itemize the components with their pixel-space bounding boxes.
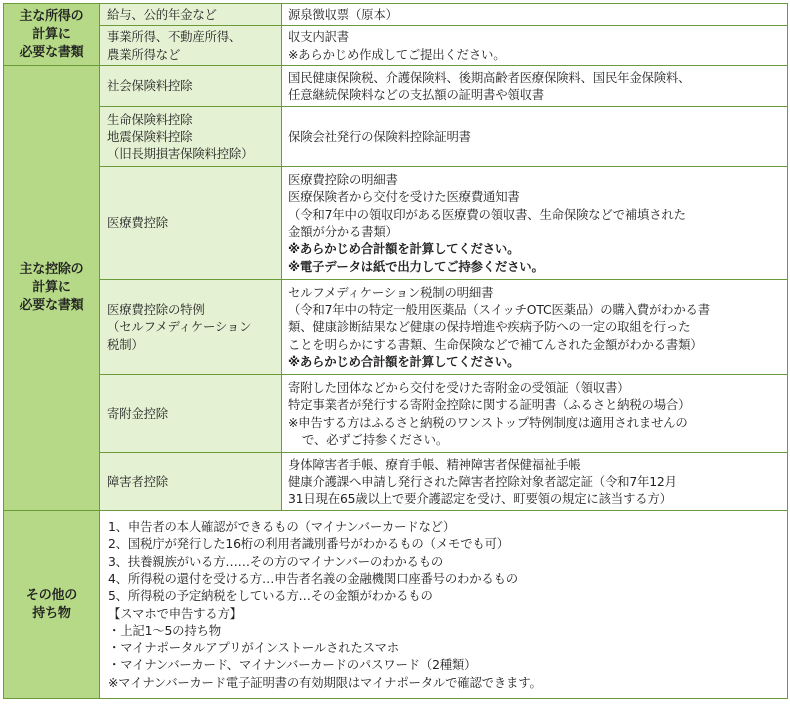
label-salary-pension: 給与、公的年金など (100, 4, 282, 26)
label-donation-deduction: 寄附金控除 (100, 375, 282, 453)
other-items-list (100, 511, 788, 699)
category-income: 主な所得の 計算に 必要な書類 (4, 4, 100, 66)
table-row (4, 107, 788, 167)
table-row (4, 4, 788, 26)
label-disability-deduction: 障害者控除 (100, 453, 282, 511)
docs-social-insurance: 国民健康保険税、介護保険料、後期高齢者医療保険料、国民年金保険料、 任意継続保険料などの支払額の証明書や領収書 (282, 66, 788, 107)
label-business-income: 事業所得、不動産所得、 農業所得など (100, 26, 282, 66)
docs-donation-deduction: 寄附した団体などから交付を受けた寄附金の受領証（領収書） 特定事業者が発行する寄附金控除に関する証明書（ふるさと納税の場合） ※申告する方はふるさと納税のワンストップ特例制度は適用されませんの で、必ずご持参ください。 (282, 375, 788, 453)
label-life-insurance: 生命保険料控除 地震保険料控除 （旧長期損害保険料控除） (100, 107, 282, 167)
category-deductions: 主な控除の 計算に 必要な書類 (4, 66, 100, 511)
docs-medical-deduction: 医療費控除の明細書 医療保険者から交付を受けた医療費通知書 （令和7年中の領収印がある医療費の領収書、生命保険などで補填された 金額が分かる書類） ※あらかじめ合計額を計算してください。 ※電子データは紙で出力してご持参ください。 (282, 167, 788, 280)
list-item: ※マイナンバーカード電子証明書の有効期限はマイナポータルで確認できます。 (108, 674, 542, 690)
list-item: ・マイナンバーカード、マイナンバーカードのパスワード（2種類） (108, 657, 477, 673)
required-documents-table (3, 3, 788, 699)
table-row (4, 453, 788, 511)
table-row (4, 375, 788, 453)
table-row (4, 26, 788, 66)
docs-salary-pension: 源泉徴収票（原本） (282, 4, 788, 26)
table-row (4, 280, 788, 375)
list-item: ・上記1～5の持ち物 (108, 622, 221, 638)
list-item: 1、申告者の本人確認ができるもの（マイナンバーカードなど） (108, 519, 456, 535)
table-row (4, 167, 788, 280)
list-item: ・マイナポータルアプリがインストールされたスマホ (108, 640, 399, 656)
list-item: 4、所得税の還付を受ける方…申告者名義の金融機関口座番号のわかるもの (108, 570, 518, 586)
list-item: 5、所得税の予定納税をしている方…その金額がわかるもの (108, 588, 433, 604)
docs-business-income: 収支内訳書 ※あらかじめ作成してご提出ください。 (282, 26, 788, 66)
list-item: 【スマホで申告する方】 (108, 605, 242, 621)
docs-self-medication: セルフメディケーション税制の明細書 （令和7年中の特定一般用医薬品（スイッチOTC医薬品）の購入費がわかる書 類、健康診断結果など健康の保持増進や疾病予防への一定の取組を行った ことを明らかにする書類、生命保険などで補てんされた金額がわかる書類） ※あらかじめ合計額を計算してください。 (282, 280, 788, 375)
label-social-insurance: 社会保険料控除 (100, 66, 282, 107)
table-row (4, 66, 788, 107)
docs-disability-deduction: 身体障害者手帳、療育手帳、精神障害者保健福祉手帳 健康介護課へ申請し発行された障害者控除対象者認定証（令和7年12月 31日現在65歳以上で要介護認定を受け、町要領の規定に該当する方） (282, 453, 788, 511)
label-medical-deduction: 医療費控除 (100, 167, 282, 280)
category-other-items: その他の 持ち物 (4, 511, 100, 699)
docs-life-insurance: 保険会社発行の保険料控除証明書 (282, 107, 788, 167)
table-row (4, 511, 788, 699)
list-item: 3、扶養親族がいる方……その方のマイナンバーのわかるもの (108, 553, 444, 569)
label-self-medication: 医療費控除の特例 （セルフメディケーション 税制） (100, 280, 282, 375)
list-item: 2、国税庁が発行した16桁の利用者識別番号がわかるもの（メモでも可） (108, 536, 509, 552)
